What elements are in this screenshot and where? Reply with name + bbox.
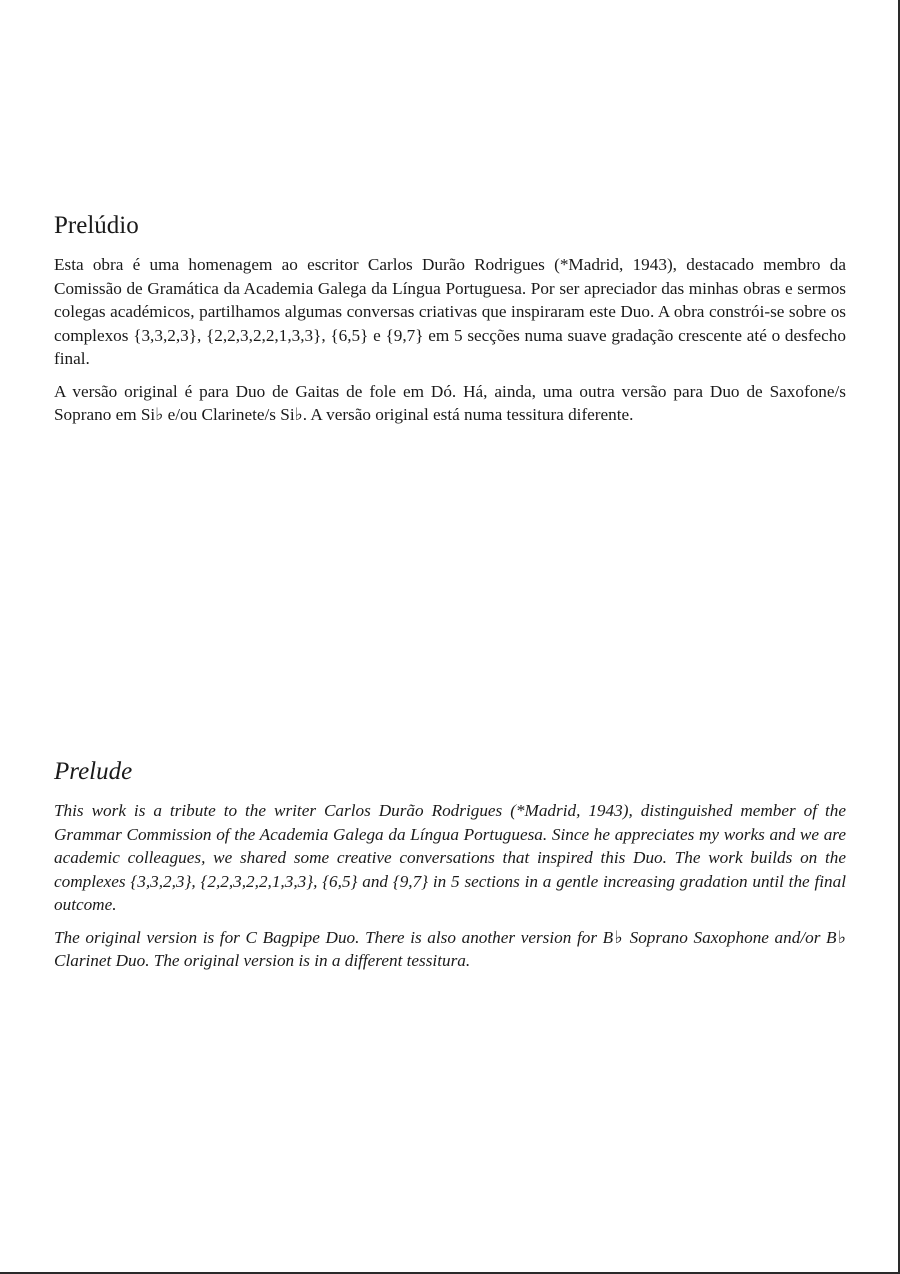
body-paragraph: Esta obra é uma homenagem ao escritor Carlos Durão Rodrigues (*Madrid, 1943), destacado membro da Comissão de Gramática da Academia Galega da Língua Portuguesa. Por ser apreciador das minhas obras e sermos colegas académicos, partilhamos algumas conversas criativas que inspiraram este Duo. A obra constrói-se sobre os complexos {3,3,2,3}, {2,2,3,2,2,1,3,3}, {6,5} e {9,7} em 5 secções numa suave gradação crescente até o desfecho final. [54, 255, 846, 368]
body-paragraph: This work is a tribute to the writer Carlos Durão Rodrigues (*Madrid, 1943), distinguished member of the Grammar Commission of the Academia Galega da Língua Portuguesa. Since he appreciates my works and we are academic colleagues, we shared some creative conversations that inspired this Duo. The work builds on the complexes {3,3,2,3}, {2,2,3,2,2,1,3,3}, {6,5} and {9,7} in 5 sections in a gentle increasing gradation until the final outcome. [54, 801, 846, 914]
section-title: Prelude [54, 758, 133, 785]
english-section [54, 756, 846, 982]
body-paragraph: The original version is for C Bagpipe Duo. There is also another version for B♭ Soprano Saxophone and/or B♭ Clarinet Duo. The original version is in a different tessitura. [54, 927, 846, 970]
body-paragraph: A versão original é para Duo de Gaitas de fole em Dó. Há, ainda, uma outra versão para Duo de Saxofone/s Soprano em Si♭ e/ou Clarinete/s Si♭. A versão original está numa tessitura diferente. [54, 381, 846, 424]
portuguese-section [54, 210, 846, 436]
section-title: Prelúdio [54, 212, 139, 239]
